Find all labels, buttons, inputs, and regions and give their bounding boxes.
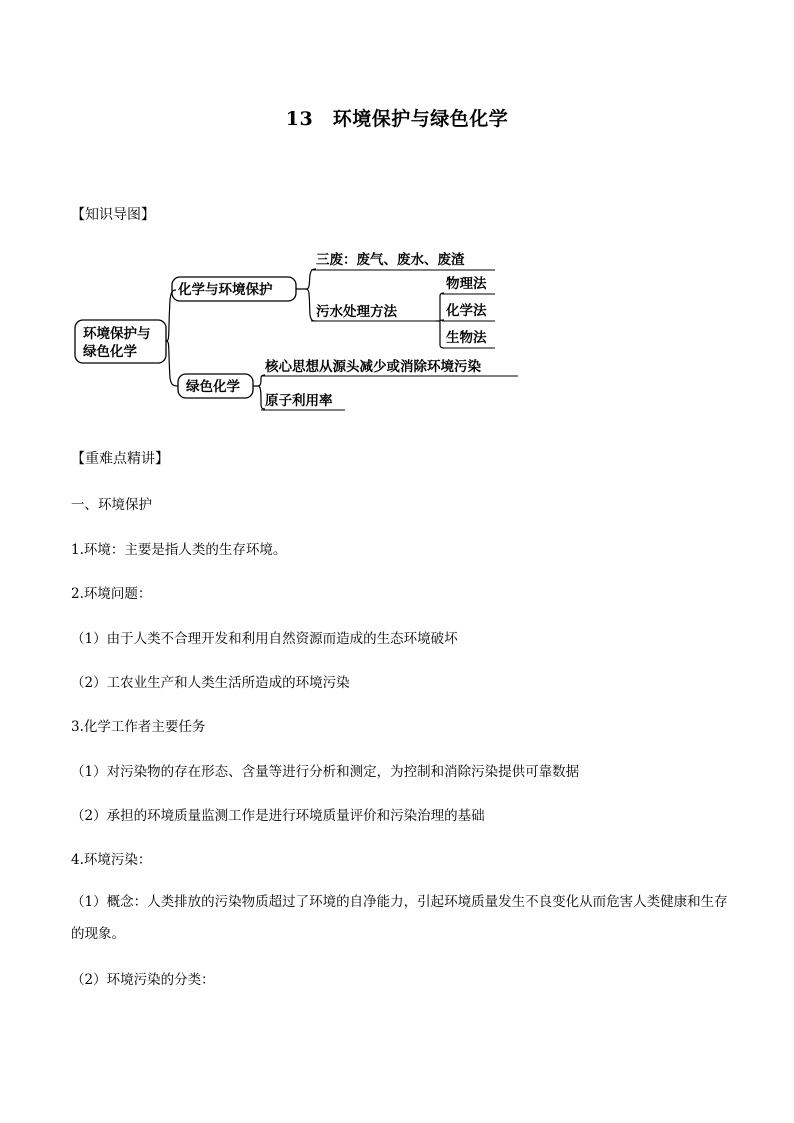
method-biological: 生物法: [446, 330, 487, 346]
branch-node-green-chemistry: 绿色化学: [186, 379, 240, 395]
branch1-connector: [296, 269, 316, 321]
paragraph-2: 2.环境问题：: [71, 586, 152, 602]
branch1-child-wastewater-methods: 污水处理方法: [316, 304, 397, 320]
paragraph-3-2: （2）承担的环境质量监测工作是进行环境质量评价和污染治理的基础: [71, 808, 485, 824]
branch-node-chemistry: 化学与环境保护: [178, 282, 273, 298]
paragraph-3: 3.化学工作者主要任务: [71, 719, 206, 735]
branch1-child-three-wastes: 三废：废气、废水、废渣: [316, 252, 465, 268]
paragraph-4: 4.环境污染：: [71, 852, 152, 868]
paragraph-4-1: （1）概念：人类排放的污染物质超过了环境的自净能力，引起环境质量发生不良变化从而危害人类健康和生存的现象。: [71, 894, 728, 942]
root-connector: [166, 290, 178, 386]
heading-environment-protection: 一、环境保护: [71, 497, 152, 513]
paragraph-2-1: （1）由于人类不合理开发和利用自然资源而造成的生态环境破坏: [71, 631, 458, 647]
section-heading-key-points: 【重难点精讲】: [71, 451, 169, 467]
paragraph-2-2: （2）工农业生产和人类生活所造成的环境污染: [71, 675, 350, 691]
branch2-child-core-idea: 核心思想从源头减少或消除环境污染: [265, 359, 481, 375]
method-chemical: 化学法: [446, 303, 487, 319]
branch2-child-atom-utilization: 原子利用率: [265, 393, 333, 409]
root-node-line2: 绿色化学: [83, 344, 137, 360]
branch2-connector: [253, 375, 265, 409]
method-physical: 物理法: [446, 276, 487, 292]
paragraph-4-2: （2）环境污染的分类：: [71, 972, 215, 988]
section-heading-mindmap: 【知识导图】: [71, 207, 155, 223]
page-title: 13 环境保护与绿色化学: [285, 108, 509, 130]
root-node-line1: 环境保护与: [83, 326, 151, 342]
paragraph-1: 1.环境：主要是指人类的生存环境。: [71, 542, 287, 558]
paragraph-3-1: （1）对污染物的存在形态、含量等进行分析和测定，为控制和消除污染提供可靠数据: [71, 764, 580, 780]
